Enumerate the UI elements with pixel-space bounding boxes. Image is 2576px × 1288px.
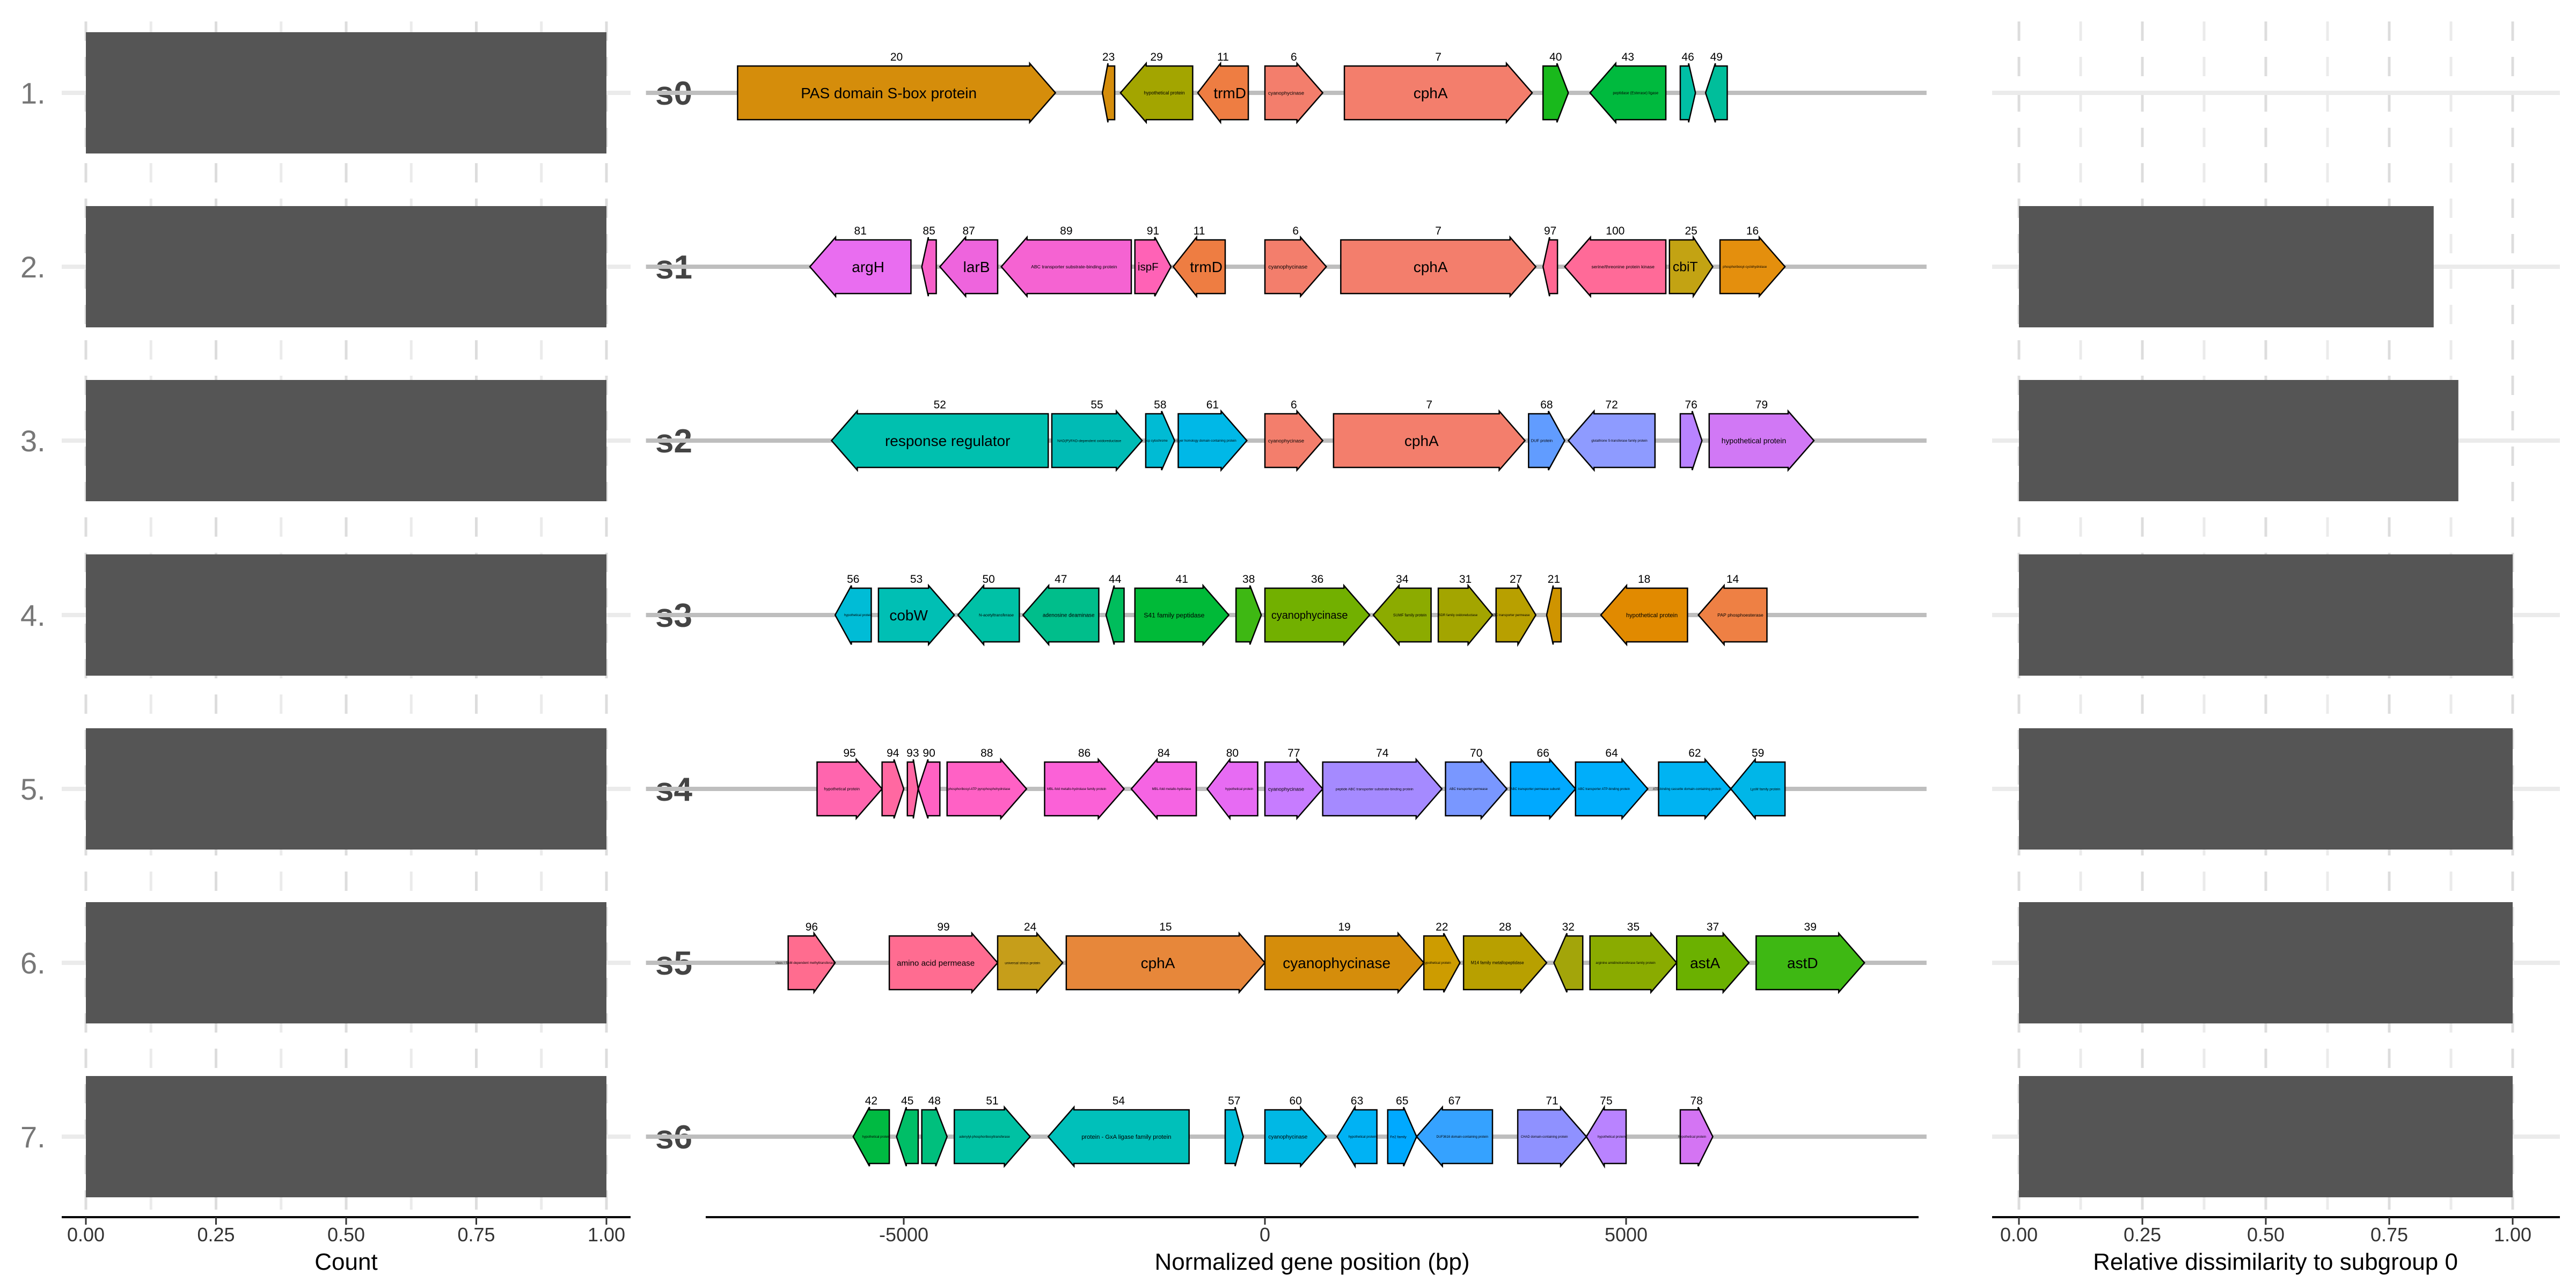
gene-label: cyanophycinase (1268, 437, 1305, 444)
gene-number: 48 (928, 1095, 941, 1107)
gene-number: 55 (1091, 399, 1103, 411)
gene-number: 51 (986, 1095, 999, 1107)
gene-number: 75 (1600, 1095, 1613, 1107)
gene-number: 39 (1804, 921, 1817, 933)
gene-label: hypothetical protein (1423, 962, 1451, 965)
gene-label: protein - GxA ligase family protein (1081, 1133, 1172, 1140)
gene-label: adenosine deaminase (1042, 612, 1095, 619)
gene-number: 78 (1690, 1095, 1703, 1107)
gene-label: cphA (1413, 84, 1448, 101)
gene-tick-label: -5000 (879, 1224, 929, 1246)
gene-number: 74 (1376, 747, 1389, 759)
gene-number: 38 (1242, 573, 1255, 586)
gene-map-panel (646, 51, 1927, 1166)
gene-arrow (1543, 237, 1557, 296)
gene-arrow (908, 759, 918, 818)
gene-label: DUF protein (1531, 438, 1553, 443)
count-bar (86, 728, 606, 850)
gene-tick-label: 5000 (1604, 1224, 1648, 1246)
gene-label: Fe2 family (1390, 1135, 1407, 1139)
dissimilarity-tick-label: 0.00 (2000, 1224, 2038, 1246)
gene-arrow (897, 1107, 918, 1166)
gene-label: hypothetical protein (844, 614, 872, 618)
row-label: 1. (20, 76, 46, 110)
count-tick-label: 0.75 (457, 1224, 495, 1246)
track-label: s6 (655, 1119, 692, 1156)
gene-label: serine/threonine protein kinase (1591, 264, 1655, 270)
gene-number: 49 (1710, 51, 1723, 63)
gene-number: 7 (1435, 225, 1441, 237)
gene-number: 24 (1023, 921, 1037, 933)
gene-label: trmD (1213, 84, 1246, 101)
gene-label: DUF3616 domain-containing protein (1436, 1136, 1488, 1139)
gene-label: cphA (1140, 954, 1175, 971)
gene-label: hypothetical protein (824, 786, 860, 792)
gene-label: hypothetical protein (862, 1136, 890, 1139)
gene-number: 96 (805, 921, 818, 933)
gene-number: 23 (1102, 51, 1115, 63)
gene-number: 80 (1226, 747, 1239, 759)
gene-label: peptide ABC transporter substrate-binding protein (1335, 787, 1414, 792)
gene-number: 99 (937, 921, 950, 933)
gene-arrow (1236, 586, 1261, 645)
gene-label: ABC transporter ATP-binding protein (1578, 788, 1630, 792)
gene-arrow (1543, 63, 1568, 122)
dissimilarity-bar (2019, 554, 2513, 676)
gene-number: 76 (1685, 399, 1697, 411)
gene-number: 93 (906, 747, 919, 759)
gene-number: 86 (1078, 747, 1091, 759)
gene-number: 45 (901, 1095, 914, 1107)
gene-label: CHAD domain-containing protein (1520, 1136, 1568, 1139)
track-label: s5 (655, 945, 692, 982)
gene-number: 22 (1436, 921, 1448, 933)
gene-label: M14 family metallopeptidase (1470, 960, 1524, 965)
count-tick-label: 0.00 (67, 1224, 105, 1246)
dissimilarity-tick-label: 0.50 (2246, 1224, 2285, 1246)
gene-label: MBL-fold metallo-hydrolase (1152, 788, 1191, 792)
gene-number: 89 (1060, 225, 1073, 237)
gene-number: 95 (843, 747, 856, 759)
gene-number: 42 (865, 1095, 878, 1107)
gene-label: ATP-binding cassette domain-containing protein (1652, 788, 1722, 792)
gene-label: hypothetical protein (1225, 788, 1254, 792)
count-bar (86, 554, 606, 676)
gene-arrow (918, 759, 940, 818)
count-tick-label: 1.00 (587, 1224, 626, 1246)
gene-number: 20 (890, 51, 903, 63)
gene-number: 43 (1621, 51, 1635, 63)
gene-label: astA (1690, 954, 1721, 971)
gene-label: PAP phosphoesterase (1717, 612, 1763, 618)
row-label: 3. (20, 424, 46, 458)
gene-number: 77 (1287, 747, 1300, 759)
gene-number: 62 (1688, 747, 1701, 759)
gene-number: 54 (1112, 1095, 1125, 1107)
track-label: s3 (655, 597, 692, 634)
gene-number: 21 (1547, 573, 1561, 586)
gene-number: 6 (1290, 399, 1297, 411)
gene-label: pcp cytochrome (1145, 440, 1168, 443)
dissimilarity-bar (2019, 902, 2513, 1023)
gene-label: argH (852, 258, 884, 275)
gene-number: 59 (1751, 747, 1765, 759)
gene-number: 47 (1055, 573, 1067, 586)
gene-number: 66 (1536, 747, 1549, 759)
gene-label: ABC transporter permease subunit (1510, 788, 1561, 792)
gene-label: cyanophycinase (1271, 609, 1348, 621)
track-label: s1 (655, 249, 692, 286)
gene-label: cyanophycinase (1283, 954, 1391, 971)
gene-number: 15 (1159, 921, 1172, 933)
gene-number: 52 (933, 399, 946, 411)
gene-number: 36 (1311, 573, 1324, 586)
gene-arrow (882, 759, 904, 818)
gene-number: 70 (1470, 747, 1483, 759)
gene-number: 68 (1540, 399, 1553, 411)
gene-number: 25 (1685, 225, 1697, 237)
gene-label: glutathione S-transferase family protein (1591, 440, 1648, 443)
gene-label: universal stress protein (1005, 961, 1041, 965)
gene-number: 84 (1157, 747, 1170, 759)
dissimilarity-tick-label: 1.00 (2493, 1224, 2532, 1246)
gene-label: hypothetical protein (1678, 1136, 1707, 1139)
gene-number: 6 (1292, 225, 1299, 237)
gene-number: 7 (1435, 51, 1441, 63)
gene-number: 29 (1150, 51, 1163, 63)
gene-number: 32 (1562, 921, 1575, 933)
gene-label: ABC transporter substrate-binding protein (1031, 264, 1117, 270)
gene-number: 31 (1459, 573, 1472, 586)
gene-label: PAS domain S-box protein (801, 84, 977, 101)
gene-number: 64 (1605, 747, 1618, 759)
count-bar (86, 32, 606, 153)
gene-label: LysM family protein (1750, 787, 1781, 792)
gene-number: 41 (1175, 573, 1188, 586)
gene-number: 11 (1193, 225, 1205, 237)
gene-label: phosphoribosyl-ATP pyrophosphohydrolase (948, 788, 1011, 792)
gene-label: ABC transporter permease (1491, 614, 1530, 618)
gene-number: 7 (1426, 399, 1433, 411)
gene-label: phosphoribosyl-cyclohydrolase (1723, 266, 1767, 269)
count-bar (86, 206, 606, 327)
gene-number: 81 (854, 225, 867, 237)
gene-axis-label: Normalized gene position (bp) (1154, 1249, 1470, 1275)
row-label: 4. (20, 598, 46, 632)
gene-number: 40 (1549, 51, 1562, 63)
gene-arrow (1225, 1107, 1243, 1166)
track-label: s0 (655, 75, 692, 112)
gene-number: 16 (1746, 225, 1759, 237)
gene-number: 50 (982, 573, 995, 586)
gene-number: 44 (1109, 573, 1122, 586)
dissimilarity-axis-label: Relative dissimilarity to subgroup 0 (2093, 1249, 2458, 1275)
gene-label: class I SAM-dependent methyltransferase (775, 962, 836, 965)
gene-label: cobW (889, 606, 928, 624)
dissimilarity-tick-label: 0.25 (2123, 1224, 2162, 1246)
gene-number: 57 (1228, 1095, 1241, 1107)
gene-arrow (922, 1107, 947, 1166)
track-label: s4 (655, 771, 692, 808)
gene-number: 97 (1543, 225, 1557, 237)
gene-number: 53 (910, 573, 923, 586)
gene-number: 63 (1350, 1095, 1364, 1107)
gene-label: S41 family peptidase (1144, 611, 1205, 619)
dissimilarity-tick-label: 0.75 (2370, 1224, 2409, 1246)
row-label: 2. (20, 250, 46, 284)
gene-label: cphA (1404, 432, 1439, 449)
gene-label: hypothetical protein (1626, 612, 1678, 619)
gene-number: 72 (1605, 399, 1618, 411)
gene-number: 88 (980, 747, 993, 759)
row-label: 5. (20, 772, 46, 806)
gene-tick-label: 0 (1259, 1224, 1271, 1246)
gene-label: ispF (1137, 261, 1159, 274)
gene-label: hypothetical protein (1721, 436, 1787, 445)
count-bar (86, 380, 606, 501)
gene-number: 14 (1726, 573, 1739, 586)
gene-label: trmD (1190, 258, 1223, 275)
gene-number: 79 (1755, 399, 1768, 411)
dissimilarity-bar (2019, 1076, 2513, 1197)
gene-label: larB (963, 258, 990, 275)
gene-number: 67 (1448, 1095, 1461, 1107)
gene-label: ABC transporter permease (1449, 788, 1488, 792)
gene-label: cbiT (1672, 260, 1698, 275)
gene-label: adenylyl-phosphoribosyltransferase (959, 1136, 1010, 1139)
gene-label: hypothetical protein (1144, 90, 1185, 96)
gene-arrow (1554, 933, 1583, 992)
gene-label: cyanophycinase (1268, 90, 1305, 96)
gene-arrow (1680, 411, 1702, 470)
gene-label: peptidase (Esterase) ligase (1613, 91, 1659, 96)
gene-arrow (1680, 63, 1695, 122)
gene-label: hypothetical protein (1348, 1136, 1377, 1139)
gene-label: cyanophycinase (1268, 786, 1305, 792)
gene-label: response regulator (884, 432, 1011, 449)
gene-number: 37 (1706, 921, 1719, 933)
gene-label: amino acid permease (897, 958, 975, 968)
dissimilarity-bar (2019, 728, 2513, 850)
gene-label: cyanophycinase (1268, 1134, 1308, 1140)
gene-number: 56 (847, 573, 860, 586)
gene-label: S-layer homology domain-containing protein (1173, 440, 1236, 443)
count-bar (86, 1076, 606, 1197)
gene-number: 27 (1510, 573, 1523, 586)
gene-label: SDR family oxidoreductase (1438, 614, 1478, 618)
gene-label: astD (1787, 954, 1818, 971)
row-label: 6. (20, 946, 46, 980)
count-tick-label: 0.50 (327, 1224, 365, 1246)
gene-label: cyanophycinase (1268, 264, 1308, 270)
gene-number: 58 (1154, 399, 1167, 411)
gene-arrow (1706, 63, 1727, 122)
gene-label: MBL-fold metallo-hydrolase family protein (1046, 788, 1107, 792)
gene-number: 46 (1681, 51, 1694, 63)
gene-label: NAD(P)/FAD-dependent oxidoreductase (1057, 439, 1122, 443)
count-panel (20, 32, 606, 1197)
gene-number: 85 (923, 225, 935, 237)
gene-label: cphA (1413, 258, 1448, 275)
gene-number: 11 (1217, 51, 1229, 63)
gene-number: 60 (1289, 1095, 1302, 1107)
gene-arrow (1106, 586, 1124, 645)
gene-number: 71 (1546, 1095, 1558, 1107)
row-label: 7. (20, 1120, 46, 1154)
gene-number: 28 (1498, 921, 1512, 933)
gene-number: 6 (1290, 51, 1297, 63)
dissimilarity-bar (2019, 206, 2434, 327)
gene-arrow (1102, 63, 1115, 122)
dissimilarity-bar (2019, 380, 2458, 501)
gene-number: 94 (887, 747, 899, 759)
count-tick-label: 0.25 (197, 1224, 235, 1246)
gene-arrow (922, 237, 936, 296)
gene-number: 18 (1637, 573, 1651, 586)
gene-number: 100 (1606, 225, 1625, 237)
gene-number: 65 (1396, 1095, 1409, 1107)
gene-number: 34 (1396, 573, 1409, 586)
axes (62, 1217, 2560, 1246)
gene-number: 61 (1206, 399, 1219, 411)
gene-label: N-acetyltransferase (979, 612, 1014, 618)
gene-number: 90 (923, 747, 935, 759)
gene-label: arginine amidinotransferase family protein (1596, 962, 1656, 965)
gene-arrow (1547, 586, 1561, 645)
count-bar (86, 902, 606, 1023)
gene-number: 35 (1627, 921, 1640, 933)
gene-label: hypothetical protein (1597, 1136, 1626, 1139)
gene-number: 91 (1146, 225, 1160, 237)
gene-label: SUMF family protein (1393, 613, 1427, 618)
gene-number: 19 (1338, 921, 1351, 933)
gene-number: 87 (962, 225, 975, 237)
count-axis-label: Count (314, 1249, 378, 1275)
track-label: s2 (655, 423, 692, 460)
